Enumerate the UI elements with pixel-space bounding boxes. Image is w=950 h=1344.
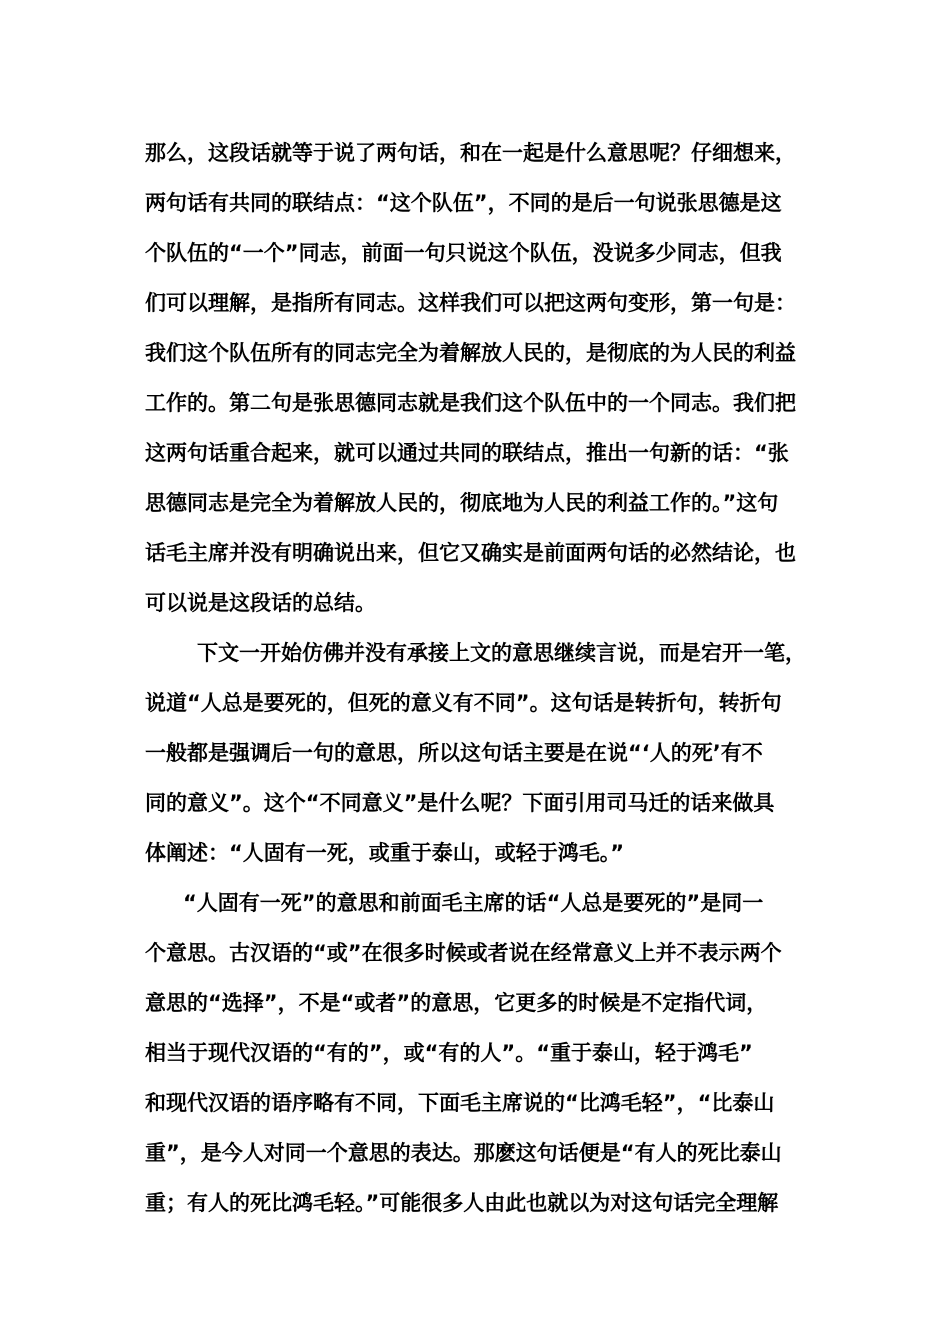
text-line: 重”，是今人对同一个意思的表达。那麽这句话便是“有人的死比泰山 <box>145 1141 782 1165</box>
text-line: “人固有一死”的意思和前面毛主席的话“人总是要死的”是同一 <box>183 891 764 915</box>
text-line: 一般都是强调后一句的意思，所以这句话主要是在说“‘人的死’有不 <box>145 741 763 765</box>
text-line: 可以说是这段话的总结。 <box>145 591 376 615</box>
text-line: 相当于现代汉语的“有的”，或“有的人”。“重于泰山，轻于鸿毛” <box>145 1041 753 1065</box>
text-line: 同的意义”。这个“不同意义”是什么呢？下面引用司马迁的话来做具 <box>145 791 775 815</box>
text-line: 下文一开始仿佛并没有承接上文的意思继续言说，而是宕开一笔， <box>197 641 806 665</box>
text-line: 话毛主席并没有明确说出来，但它又确实是前面两句话的必然结论，也 <box>145 541 796 565</box>
text-line: 两句话有共同的联结点：“这个队伍”，不同的是后一句说张思德是这 <box>145 191 782 215</box>
paragraph-2 <box>145 628 865 878</box>
text-line: 和现代汉语的语序略有不同，下面毛主席说的“比鸿毛轻”，“比泰山 <box>145 1091 775 1115</box>
text-line: 们可以理解，是指所有同志。这样我们可以把这两句变形，第一句是： <box>145 291 796 315</box>
body-text <box>145 128 865 1228</box>
paragraph-3 <box>145 878 865 1228</box>
text-line: 个队伍的“一个”同志，前面一句只说这个队伍，没说多少同志，但我 <box>145 241 782 265</box>
text-line: 意思的“选择”，不是“或者”的意思，它更多的时候是不定指代词， <box>145 991 768 1015</box>
text-line: 体阐述：“人固有一死，或重于泰山，或轻于鸿毛。” <box>145 841 625 865</box>
text-line: 我们这个队伍所有的同志完全为着解放人民的，是彻底的为人民的利益 <box>145 341 796 365</box>
text-line: 工作的。第二句是张思德同志就是我们这个队伍中的一个同志。我们把 <box>145 391 796 415</box>
paragraph-1 <box>145 128 865 628</box>
text-line: 思德同志是完全为着解放人民的，彻底地为人民的利益工作的。”这句 <box>145 491 779 515</box>
text-line: 那么，这段话就等于说了两句话，和在一起是什么意思呢？仔细想来， <box>145 141 796 165</box>
text-line: 这两句话重合起来，就可以通过共同的联结点，推出一句新的话：“张 <box>145 441 789 465</box>
text-line: 个意思。古汉语的“或”在很多时候或者说在经常意义上并不表示两个 <box>145 941 782 965</box>
text-line: 重；有人的死比鸿毛轻。”可能很多人由此也就以为对这句话完全理解 <box>145 1191 779 1215</box>
text-line: 说道“人总是要死的，但死的意义有不同”。这句话是转折句，转折句 <box>145 691 782 715</box>
